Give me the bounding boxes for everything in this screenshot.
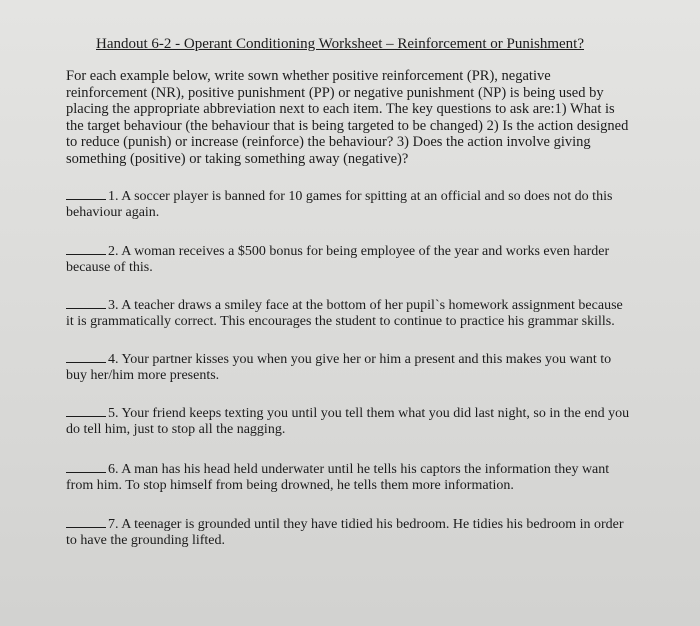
question-item-2 — [66, 243, 632, 276]
worksheet-title: Handout 6-2 - Operant Conditioning Worksheet – Reinforcement or Punishment? — [96, 36, 585, 52]
question-item-7 — [66, 516, 632, 549]
question-text-4: 4. Your partner kisses you when you give her or him a present and this makes you want to buy her/him more presents. — [66, 352, 612, 383]
answer-blank-4[interactable] — [66, 351, 106, 363]
question-item-3 — [66, 297, 632, 330]
answer-blank-1[interactable] — [66, 188, 106, 200]
answer-blank-3[interactable] — [66, 297, 106, 309]
worksheet-content — [66, 34, 632, 549]
question-text-5: 5. Your friend keeps texting you until you tell them what you did last night, so in the end you do tell him, just to stop all the nagging. — [66, 406, 630, 437]
answer-blank-7[interactable] — [66, 516, 106, 528]
question-text-7: 7. A teenager is grounded until they have tidied his bedroom. He tidies his bedroom in order to have the grounding lifted. — [66, 517, 624, 548]
question-item-6 — [66, 461, 632, 494]
question-text-6: 6. A man has his head held underwater until he tells his captors the information they want from him. To stop himself from being drowned, he tells them more information. — [66, 462, 610, 493]
question-item-4 — [66, 351, 632, 384]
instructions-paragraph: For each example below, write sown whether positive reinforcement (PR), negative reinforcement (NR), positive punishment (PP) or negative punishment (NP) is being used by placing the appropriate abbreviation next to each item. The key questions to ask are:1) What is the target behaviour (the behaviour that is being targeted to be changed) 2) Is the action designed to reduce (punish) or increase (reinforce) the behaviour? 3) Does the action involve giving something (positive) or taking something away (negative)? — [66, 68, 629, 167]
question-text-2: 2. A woman receives a $500 bonus for being employee of the year and works even harder because of this. — [66, 244, 610, 275]
question-item-1 — [66, 188, 632, 221]
question-item-5 — [66, 405, 632, 438]
question-text-3: 3. A teacher draws a smiley face at the bottom of her pupil`s homework assignment because it is grammatically correct. This encourages the student to continue to practice his grammar skills. — [66, 298, 623, 329]
answer-blank-5[interactable] — [66, 405, 106, 417]
answer-blank-6[interactable] — [66, 461, 106, 473]
question-text-1: 1. A soccer player is banned for 10 games for spitting at an official and so does not do this behaviour again. — [66, 189, 613, 220]
answer-blank-2[interactable] — [66, 243, 106, 255]
